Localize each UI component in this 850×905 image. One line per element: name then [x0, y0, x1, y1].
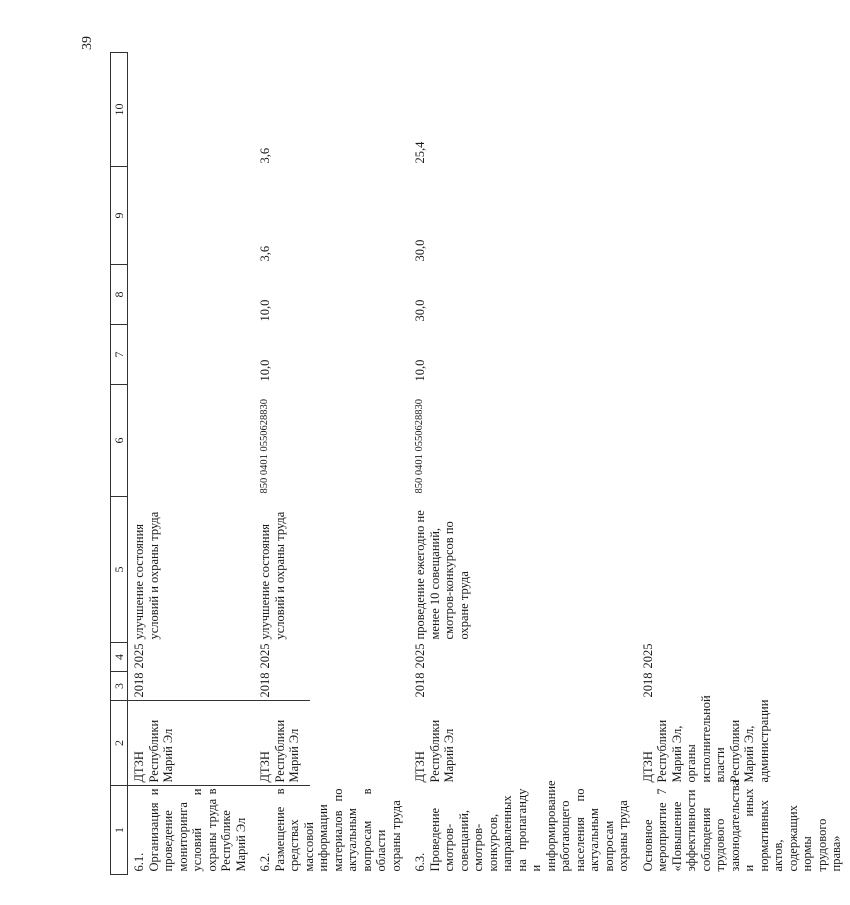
- value-col-9: 30,0: [413, 239, 427, 262]
- rotated-table-area: [110, 53, 843, 875]
- page-number: 39: [80, 36, 95, 50]
- col-header-7: 7: [111, 325, 128, 385]
- value-col-7: [637, 325, 850, 385]
- budget-code: 850 0401 0550628830: [259, 399, 270, 494]
- value-col-9: [128, 167, 255, 265]
- value-col-8: 10,0: [258, 299, 272, 322]
- measure-name: Основное мероприятие 7 «Повышение эффективности соблюдения трудового законодательства и иных нормативных актов, содержащих нормы трудового права»: [640, 779, 843, 872]
- value-col-7: 10,0: [413, 359, 427, 382]
- end-year: 2025: [640, 643, 655, 669]
- budget-code: [128, 385, 255, 497]
- col-header-3: 3: [111, 672, 128, 701]
- measure-name: 6.3. Проведение смотров-совещаний, смотров-конкурсов, направленных на пропаганду и информирование работающего населения по актуальным вопросам охраны труда: [413, 780, 630, 872]
- start-year: 2018: [132, 672, 146, 698]
- responsible-executor: ДТЗН Республики Марий Эл: [258, 719, 301, 783]
- responsible-executor: ДТЗН Республики Марий Эл, органы исполнительной власти Республики Марий Эл, администрации: [640, 695, 771, 783]
- expected-result: улучшение состояния условий и охраны труда: [132, 511, 161, 640]
- responsible-executor: ДТЗН Республики Марий Эл: [132, 719, 175, 783]
- expected-result: проведение ежегодно не менее 10 совещаний, смотров-конкурсов по охране труда: [413, 510, 471, 640]
- column-number-row: [111, 53, 128, 875]
- value-col-8: 30,0: [413, 299, 427, 322]
- expected-result: [637, 497, 850, 643]
- start-year: 2018: [258, 672, 272, 698]
- responsible-executor: ДТЗН Республики Марий Эл: [413, 719, 456, 783]
- table-row: [637, 53, 850, 875]
- table-row: [409, 53, 637, 875]
- col-header-9: 9: [111, 167, 128, 265]
- col-header-10: 10: [111, 53, 128, 167]
- value-col-8: [637, 265, 850, 325]
- col-header-5: 5: [111, 497, 128, 643]
- col-header-4: 4: [111, 643, 128, 672]
- start-year: 2018: [413, 672, 427, 698]
- col-header-1: 1: [111, 786, 128, 875]
- col-header-8: 8: [111, 265, 128, 325]
- plan-table: [110, 52, 850, 875]
- col-header-2: 2: [111, 701, 128, 786]
- end-year: 2025: [258, 643, 272, 669]
- value-col-7: [128, 325, 255, 385]
- column-rule: [110, 700, 310, 701]
- start-year: 2018: [640, 672, 655, 698]
- budget-code: [637, 385, 850, 497]
- table-row: [254, 53, 409, 875]
- value-col-10: [128, 53, 255, 167]
- value-col-10: 3,6: [258, 147, 272, 164]
- table-row: [128, 53, 255, 875]
- budget-code: 850 0401 0550628830: [414, 399, 425, 494]
- value-col-9: 3,6: [258, 245, 272, 262]
- value-col-8: [128, 265, 255, 325]
- measure-name: 6.2. Размещение в средствах массовой информации материалов по актуальным вопросам в области охраны труда: [258, 788, 403, 872]
- measure-name: 6.1. Организация и проведение мониторинга условий и охраны труда в Республике Марий Эл: [132, 788, 248, 872]
- value-col-7: 10,0: [258, 359, 272, 382]
- value-col-9: [637, 167, 850, 265]
- expected-result: улучшение состояния условий и охраны труда: [258, 511, 287, 640]
- value-col-10: 25,4: [413, 141, 427, 164]
- col-header-6: 6: [111, 385, 128, 497]
- value-col-10: [637, 53, 850, 167]
- end-year: 2025: [413, 643, 427, 669]
- end-year: 2025: [132, 643, 146, 669]
- column-rule: [110, 785, 310, 786]
